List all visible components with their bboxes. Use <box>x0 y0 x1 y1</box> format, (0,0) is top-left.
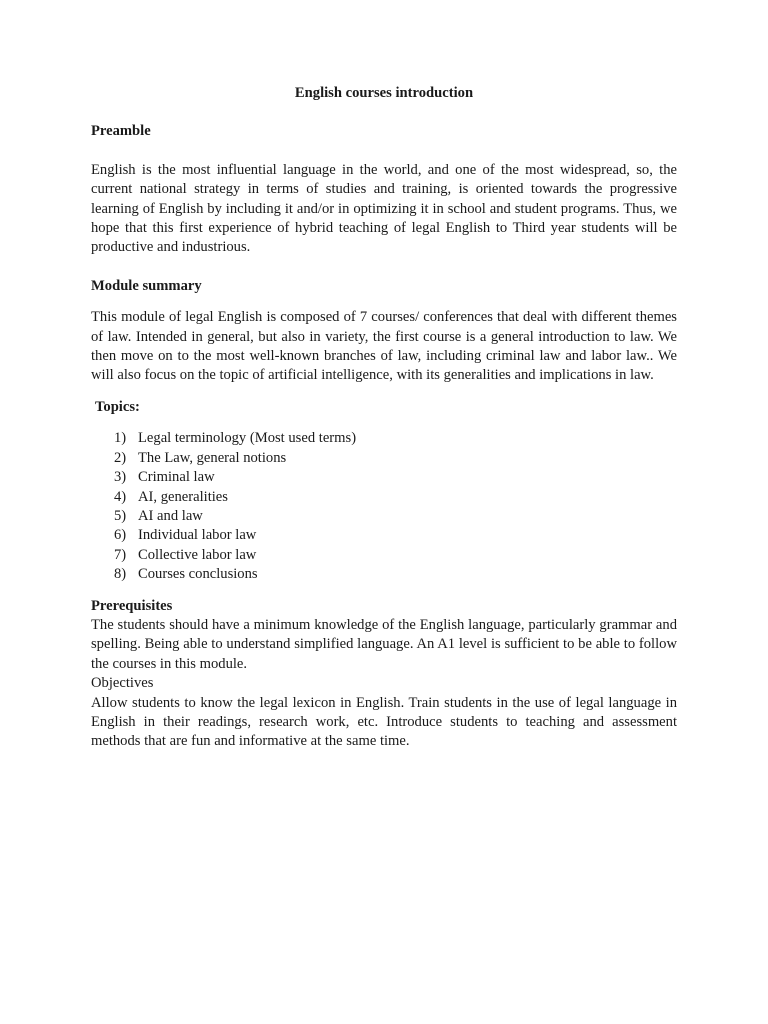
list-item-label: Legal terminology (Most used terms) <box>138 430 357 447</box>
list-item <box>114 449 677 468</box>
list-item-number: 2) <box>114 449 127 466</box>
topics-list <box>91 429 677 584</box>
objectives-paragraph: Allow students to know the legal lexicon in English. Train students in the use of legal language in English in their readings, research work, etc. Introduce students to teaching and assessment methods that are fun and informative at the same time. <box>91 694 677 750</box>
list-item <box>114 526 677 545</box>
list-item-number: 6) <box>114 527 127 544</box>
list-item-label: Collective labor law <box>138 546 257 563</box>
list-item-number: 8) <box>114 566 127 583</box>
list-item-number: 1) <box>114 430 127 447</box>
list-item <box>114 565 677 584</box>
list-item-label: Individual labor law <box>138 527 257 544</box>
list-item-label: Criminal law <box>138 469 215 486</box>
list-item-label: The Law, general notions <box>138 449 287 466</box>
list-item <box>114 507 677 526</box>
module-summary-heading: Module summary <box>91 277 202 294</box>
list-item-number: 4) <box>114 488 127 505</box>
objectives-heading: Objectives <box>91 675 154 692</box>
list-item-number: 5) <box>114 507 127 524</box>
list-item <box>114 488 677 507</box>
document-title: English courses introduction <box>294 85 474 101</box>
list-item-label: AI, generalities <box>138 488 228 505</box>
list-item <box>114 468 677 487</box>
list-item-label: AI and law <box>138 507 203 524</box>
spacer <box>91 258 677 277</box>
preamble-heading: Preamble <box>91 123 151 140</box>
preamble-paragraph: English is the most influential language in the world, and one of the most widespread, so, the current national strategy in terms of studies and training, is oriented towards the progressive learning of English by including it and/or in optimizing it in school and student programs. Thus, we hope that this first experience of hybrid teaching of legal English to Third year students will be productive and industrious. <box>91 161 677 256</box>
list-item <box>114 546 677 565</box>
spacer <box>91 296 677 308</box>
spacer <box>91 142 677 161</box>
prerequisites-heading: Prerequisites <box>91 597 173 614</box>
list-item-label: Courses conclusions <box>138 566 258 583</box>
document-page <box>91 84 677 752</box>
module-summary-paragraph: This module of legal English is composed of 7 courses/ conferences that deal with different themes of law. Intended in general, but also in variety, the first course is a general introduction to law. We then move on to the most well-known branches of law, including criminal law and labor law.. We will also focus on the topic of artificial intelligence, with its generalities and implications in law. <box>91 309 677 384</box>
topics-heading: Topics: <box>95 398 140 415</box>
list-item-number: 7) <box>114 546 127 563</box>
prerequisites-paragraph: The students should have a minimum knowledge of the English language, particularly grammar and spelling. Being able to understand simplified language. An A1 level is sufficient to be able to follow the courses in this module. <box>91 616 677 672</box>
spacer <box>91 386 677 398</box>
list-item-number: 3) <box>114 469 127 486</box>
list-item <box>114 429 677 448</box>
